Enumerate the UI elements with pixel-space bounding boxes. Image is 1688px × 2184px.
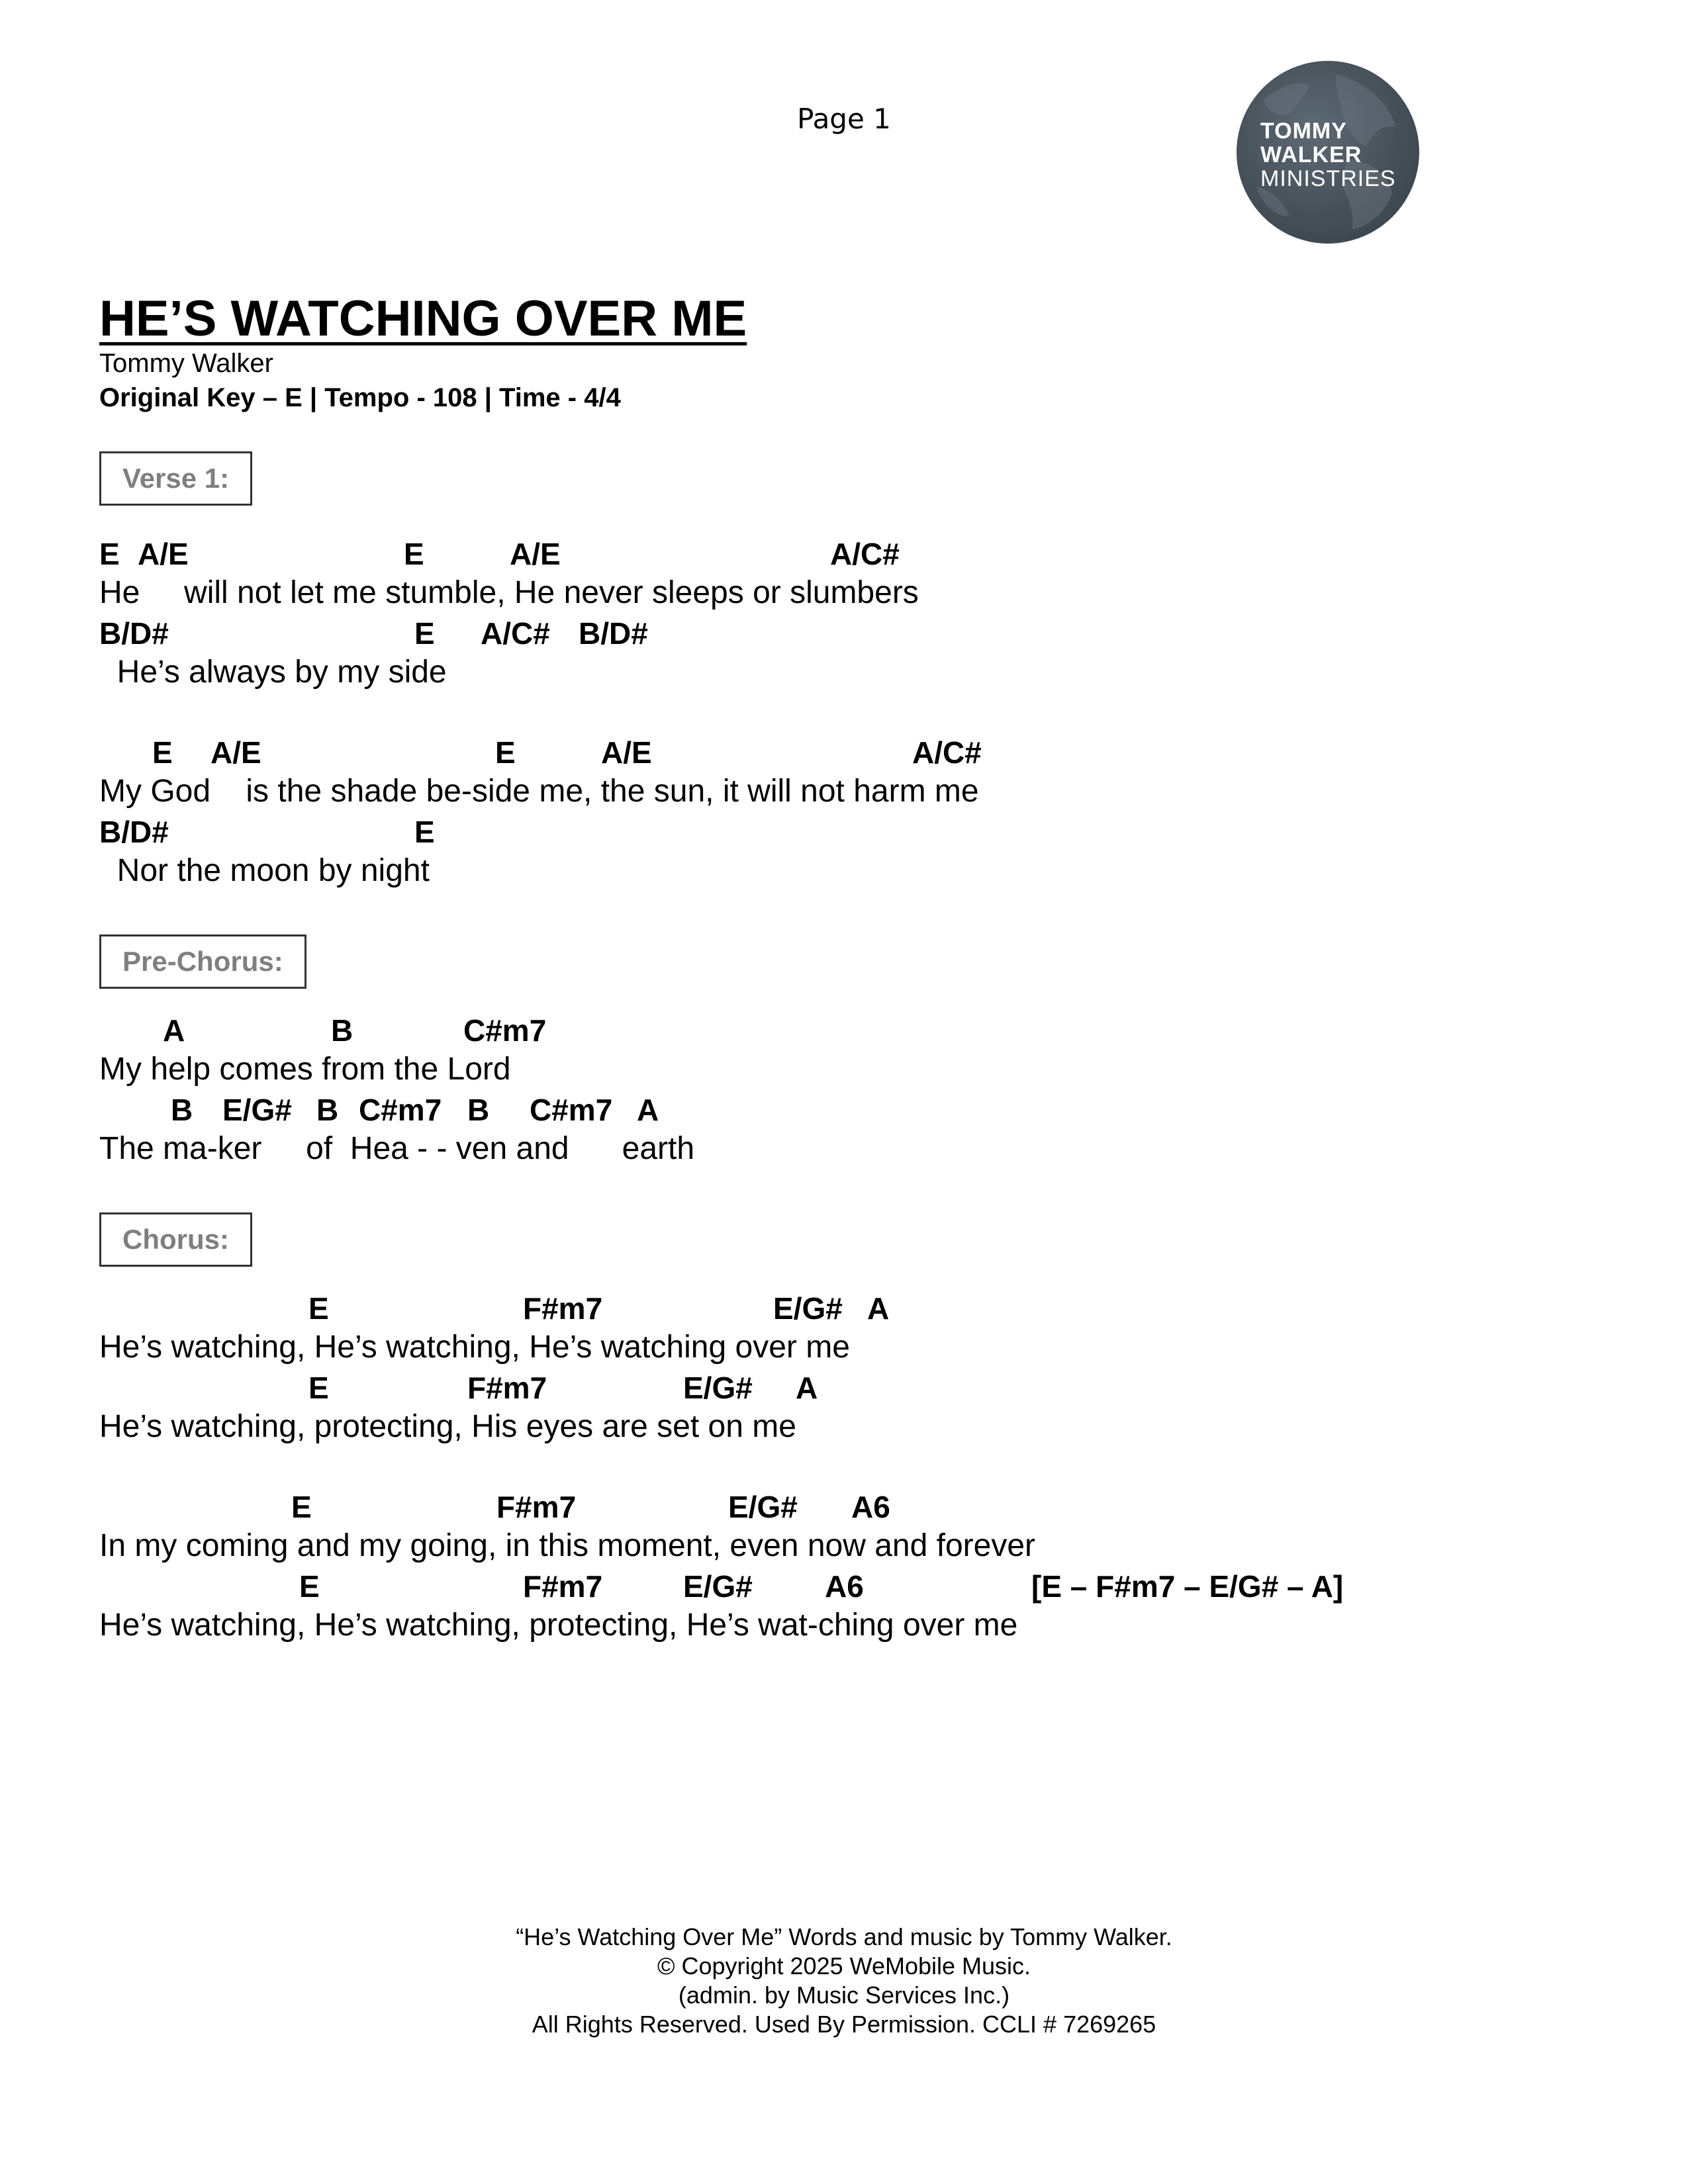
lyric-line: In my coming and my going, in this moment, even now and forever [99,1528,1036,1563]
chord: A/E [138,537,189,571]
chord: F#m7 [523,1291,603,1326]
chord-line [99,1291,1556,1330]
section-label-pre-chorus: Pre-Chorus: [99,934,306,989]
chord-line [99,615,1556,655]
chord: B [467,1093,490,1127]
chord-line [99,1489,1556,1529]
chord: B [316,1093,339,1127]
logo-text-line-1: TOMMY [1260,118,1347,144]
logo-text-line-3: MINISTRIES [1260,166,1396,191]
chord-line [99,1569,1556,1608]
lyric-line: He will not let me stumble, He never sleeps or slumbers [99,575,919,610]
chord: F#m7 [523,1569,603,1604]
chord: E/G# [773,1291,843,1326]
chord-line [99,1013,1556,1052]
lyric-line: Nor the moon by night [99,853,430,888]
chord: C#m7 [463,1013,547,1048]
chord: A6 [825,1569,864,1604]
chord: B/D# [579,616,648,651]
chord: E [414,616,435,651]
chord: E [495,735,516,770]
chord: A/C# [912,735,982,770]
chord: A/C# [481,616,550,651]
lyric-line: He’s always by my side [99,655,447,690]
logo-text-line-2: WALKER [1260,142,1362,167]
chord: E [299,1569,320,1604]
chord: A/E [601,735,652,770]
chord: A [867,1291,890,1326]
chord: E [152,735,173,770]
lyric-line: He’s watching, He’s watching, He’s watching over me [99,1330,850,1365]
footer-rights: All Rights Reserved. Used By Permission. CCLI # 7269265 [532,2011,1156,2038]
chord: F#m7 [467,1371,547,1405]
chord: B [331,1013,353,1048]
chord: E [404,537,424,571]
chord: A6 [851,1490,890,1524]
chord: B/D# [99,616,169,651]
chord: B/D# [99,815,169,849]
chord: A [163,1013,185,1048]
chord-line [99,536,1556,576]
chord-line [99,735,1556,774]
chord: E [308,1291,329,1326]
chord: C#m7 [530,1093,613,1127]
chord: E/G# [683,1569,753,1604]
chord: A [637,1093,659,1127]
chord: E [291,1490,312,1524]
chord: E/G# [222,1093,292,1127]
lyric-line: My God is the shade be-side me, the sun, it will not harm me [99,774,979,809]
lyric-line: He’s watching, protecting, His eyes are set on me [99,1409,796,1444]
footer-copyright: © Copyright 2025 WeMobile Music. [657,1952,1031,1979]
chord: E [414,815,435,849]
chord: A/E [510,537,561,571]
chord: E [308,1371,329,1405]
footer-admin: (admin. by Music Services Inc.) [678,1981,1010,2009]
chord: A/E [211,735,261,770]
chord-line [99,814,1556,854]
song-title: HE’S WATCHING OVER ME [99,291,747,347]
song-meta: Original Key – E | Tempo - 108 | Time - 4/4 [99,383,621,412]
chord: C#m7 [359,1093,442,1127]
chord-progression: [E – F#m7 – E/G# – A] [1031,1569,1344,1604]
chord: E/G# [683,1371,753,1405]
lyric-line: The ma-ker of Hea - - ven and earth [99,1131,695,1166]
lyric-line: He’s watching, He’s watching, protecting, He’s wat-ching over me [99,1608,1018,1643]
chord: F#m7 [496,1490,577,1524]
ministry-logo [1237,61,1419,244]
chord-line [99,1092,1556,1132]
song-author: Tommy Walker [99,349,273,378]
chord: A [796,1371,818,1405]
section-label-chorus: Chorus: [99,1212,252,1267]
section-label-verse-1: Verse 1: [99,451,252,506]
chord: E/G# [728,1490,798,1524]
chord: A/C# [830,537,900,571]
footer-credit: “He’s Watching Over Me” Words and music by Tommy Walker. [516,1923,1172,1950]
chord: B [171,1093,193,1127]
page-number: Page 1 [797,103,891,135]
chord: E [99,537,120,571]
lyric-line: My help comes from the Lord [99,1052,511,1087]
chord-line [99,1370,1556,1410]
